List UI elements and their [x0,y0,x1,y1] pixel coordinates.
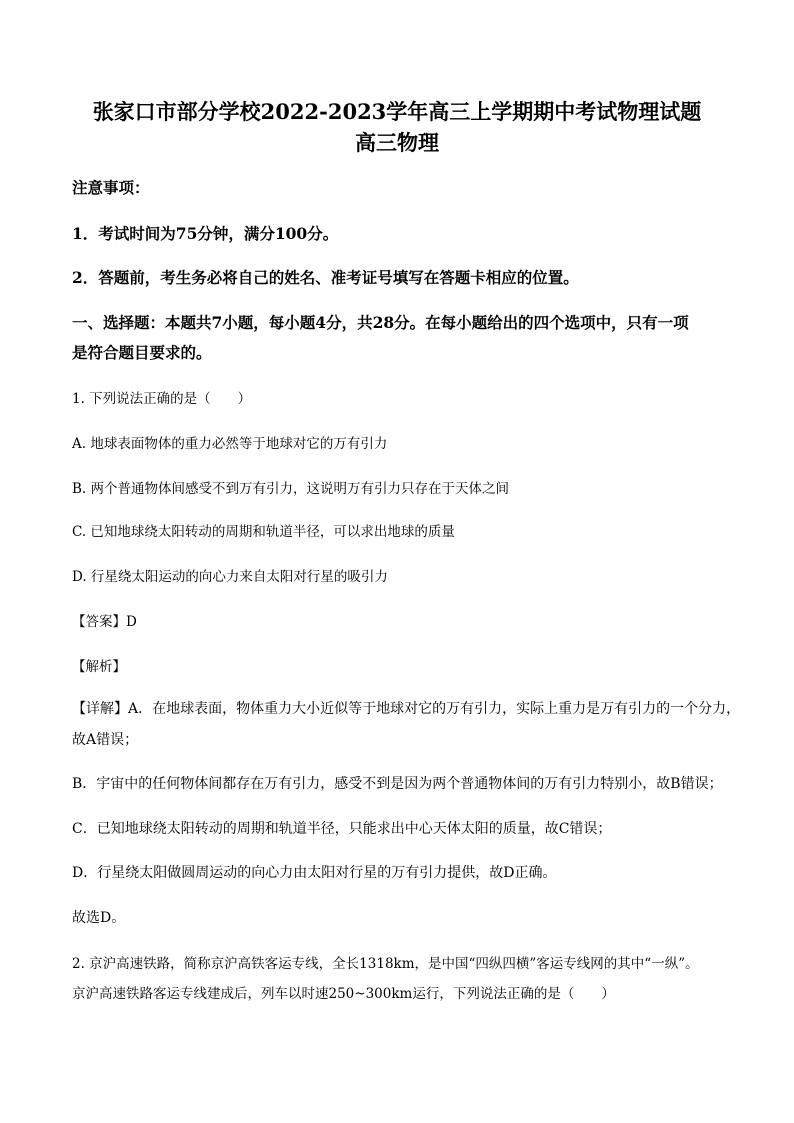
question-1-answer: 【答案】D [72,614,137,630]
question-1-detail-line-2: 故A错误； [72,732,139,748]
question-2-stem-line-1: 2. 京沪高速铁路，简称京沪高铁客运专线，全长1318km，是中国“四纵四横”客运专线网的其中“一纵”。 [72,956,699,972]
section-heading-line-1: 一、选择题：本题共7小题，每小题4分，共28分。在每小题给出的四个选项中，只有一项 [72,313,689,332]
question-1-detail-line-1 [72,698,741,718]
question-1-option-a: A. 地球表面物体的重力必然等于地球对它的万有引力 [72,436,388,452]
question-1-option-c: C. 已知地球绕太阳转动的周期和轨道半径，可以求出地球的质量 [72,524,455,540]
notice-item-1: 1．考试时间为75分钟，满分100分。 [72,224,339,243]
exam-subtitle: 高三物理 [355,130,439,155]
question-1-detail-line-4: C．已知地球绕太阳转动的周期和轨道半径，只能求出中心天体太阳的质量，故C错误； [72,821,612,837]
detail-text: A．在地球表面，物体重力大小近似等于地球对它的万有引力，实际上重力是万有引力的一个分力， [128,701,741,717]
question-1-analysis-label: 【解析】 [72,659,126,675]
notice-item-2: 2．答题前，考生务必将自己的姓名、准考证号填写在答题卡相应的位置。 [72,268,579,287]
detail-tag: 【详解】 [72,701,128,717]
section-heading-line-2: 是符合题目要求的。 [72,343,212,362]
question-1-detail-line-6: 故选D。 [72,910,126,926]
question-1-option-d: D. 行星绕太阳运动的向心力来自太阳对行星的吸引力 [72,569,388,585]
question-1-detail-line-5: D．行星绕太阳做圆周运动的向心力由太阳对行星的万有引力提供，故D正确。 [72,865,557,881]
question-1-option-b: B. 两个普通物体间感受不到万有引力，这说明万有引力只存在于天体之间 [72,481,510,497]
question-2-stem-line-2: 京沪高速铁路客运专线建成后，列车以时速250~300km运行，下列说法正确的是（ ） [72,986,615,1002]
notice-heading: 注意事项： [72,178,150,197]
question-1-detail-line-3: B．宇宙中的任何物体间都存在万有引力，感受不到是因为两个普通物体间的万有引力特别小，故B错误； [72,776,723,792]
question-1-stem: 1. 下列说法正确的是（ ） [72,391,252,407]
exam-title: 张家口市部分学校2022-2023学年高三上学期期中考试物理试题 [92,99,702,124]
